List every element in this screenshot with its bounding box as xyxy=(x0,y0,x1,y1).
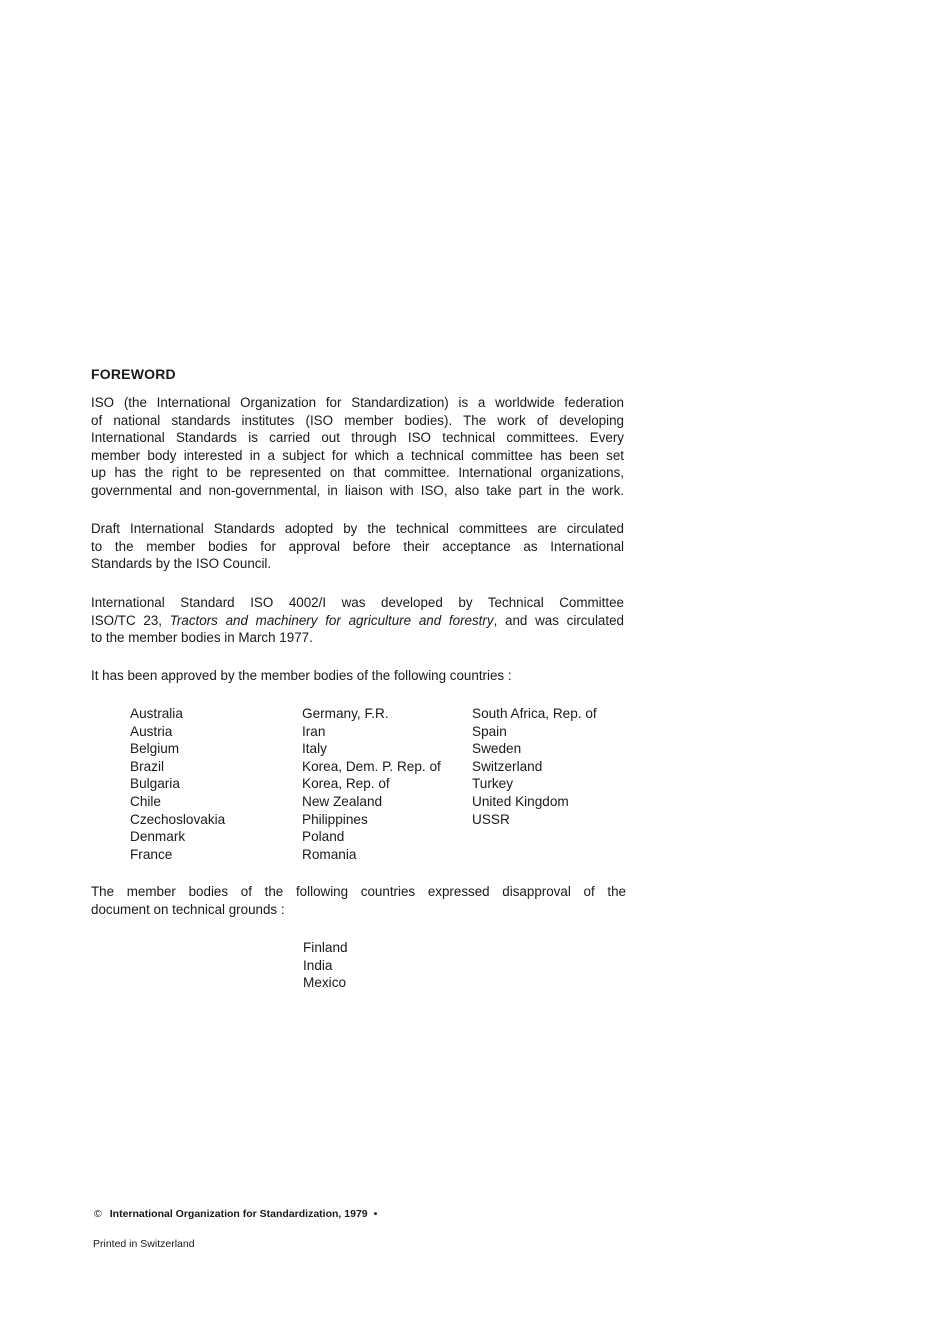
committee-title: Tractors and machinery for agriculture and forestry xyxy=(169,612,494,628)
country-item: Korea, Dem. P. Rep. of xyxy=(302,758,441,774)
country-item: Germany, F.R. xyxy=(302,706,389,721)
country-item: Brazil xyxy=(130,758,164,774)
country-item: Finland xyxy=(303,940,348,955)
foreword-paragraph-5 xyxy=(91,883,626,918)
paragraph-line: International Standard ISO 4002/I was developed by Technical Committee xyxy=(91,595,624,610)
country-item: Czechoslovakia xyxy=(130,811,226,827)
paragraph-line: Draft International Standards adopted by the technical committees are circulated xyxy=(91,521,624,536)
paragraph-line: Standards by the ISO Council. xyxy=(91,556,272,572)
approving-countries-column-2 xyxy=(302,705,441,863)
country-item: Philippines xyxy=(302,811,368,827)
copyright-icon: © xyxy=(94,1208,102,1220)
country-item: Bulgaria xyxy=(130,776,180,792)
paragraph-line: to the member bodies in March 1977. xyxy=(91,630,313,646)
country-item: Denmark xyxy=(130,829,186,845)
paragraph-line: governmental and non-governmental, in liaison with ISO, also take part in the work. xyxy=(91,482,624,498)
country-item: Chile xyxy=(130,793,161,809)
copyright-text: International Organization for Standardization, 1979 xyxy=(109,1208,368,1220)
country-item: Spain xyxy=(472,723,507,739)
country-item: Italy xyxy=(302,741,327,757)
country-item: Romania xyxy=(302,846,357,862)
paragraph-line: to the member bodies for approval before their acceptance as International xyxy=(91,538,624,554)
country-item: Switzerland xyxy=(472,758,543,774)
country-item: Belgium xyxy=(130,741,180,757)
paragraph-line: up has the right to be represented on that committee. International organizations, xyxy=(91,465,624,481)
approving-countries-column-1 xyxy=(130,705,225,863)
foreword-paragraph-1 xyxy=(91,394,624,500)
country-item: Sweden xyxy=(472,741,522,757)
country-item: Mexico xyxy=(303,975,347,991)
country-item: France xyxy=(130,846,173,862)
foreword-paragraph-3 xyxy=(91,594,624,647)
foreword-paragraph-2 xyxy=(91,520,624,573)
paragraph-line: member body interested in a subject for which a technical committee has been set xyxy=(91,447,624,463)
copyright-notice xyxy=(94,1208,377,1220)
committee-ref: ISO/TC 23, xyxy=(91,612,170,628)
country-item: Turkey xyxy=(472,776,514,792)
country-item: Australia xyxy=(130,706,183,721)
country-item: South Africa, Rep. of xyxy=(472,706,597,721)
bullet-icon: • xyxy=(373,1208,378,1220)
paragraph-line: It has been approved by the member bodies of the following countries : xyxy=(91,668,512,683)
disapproving-countries-list xyxy=(303,939,348,992)
country-item: New Zealand xyxy=(302,793,383,809)
paragraph-line: The member bodies of the following countries expressed disapproval of the xyxy=(91,884,626,899)
country-item: Korea, Rep. of xyxy=(302,776,390,792)
paragraph-line: of national standards institutes (ISO member bodies). The work of developing xyxy=(91,412,624,428)
approving-countries-column-3 xyxy=(472,705,597,828)
country-item: India xyxy=(303,957,333,973)
paragraph-line: International Standards is carried out through ISO technical committees. Every xyxy=(91,430,624,446)
paragraph-line: ISO (the International Organization for Standardization) is a worldwide federation xyxy=(91,395,624,410)
paragraph-line: document on technical grounds : xyxy=(91,901,285,917)
paragraph-line xyxy=(91,612,624,630)
foreword-heading: FOREWORD xyxy=(91,366,176,382)
country-item: USSR xyxy=(472,811,510,827)
country-item: Austria xyxy=(130,723,173,739)
printed-in-notice: Printed in Switzerland xyxy=(93,1238,195,1250)
country-item: Poland xyxy=(302,829,345,845)
country-item: Iran xyxy=(302,723,326,739)
foreword-paragraph-4 xyxy=(91,667,624,685)
circulation-text: , and was circulated xyxy=(493,612,624,628)
country-item: United Kingdom xyxy=(472,793,569,809)
